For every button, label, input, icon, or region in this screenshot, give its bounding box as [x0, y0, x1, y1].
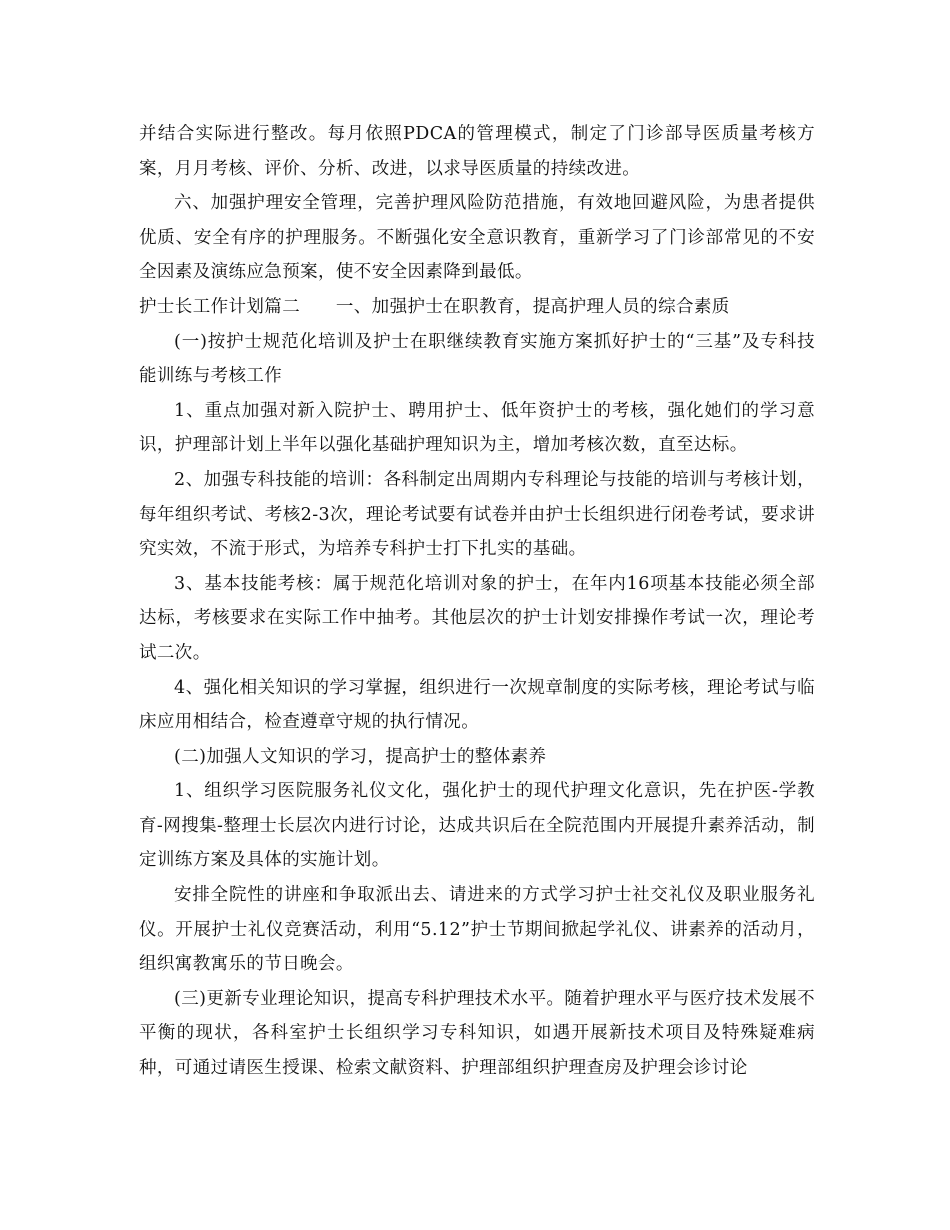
paragraph-item-4-knowledge: 4、强化相关知识的学习掌握，组织进行一次规章制度的实际考核，理论考试与临床应用相结合，检查遵章守规的执行情况。 [139, 677, 815, 733]
document-body [139, 117, 815, 1086]
paragraph-humanities-heading: (二)加强人文知识的学习，提高护士的整体素养 [174, 746, 547, 767]
paragraph-lectures-etiquette: 安排全院性的讲座和争取派出去、请进来的方式学习护士社交礼仪及职业服务礼仪。开展护士礼仪竞赛活动，利用“5.12”护士节期间掀起学礼仪、讲素养的活动月，组织寓教寓乐的节日晚会。 [139, 885, 815, 975]
paragraph-item-1-assessment: 1、重点加强对新入院护士、聘用护士、低年资护士的考核，强化她们的学习意识，护理部计划上半年以强化基础护理知识为主，增加考核次数，直至达标。 [139, 400, 815, 456]
paragraph-safety-management: 六、加强护理安全管理，完善护理风险防范措施，有效地回避风险，为患者提供优质、安全有序的护理服务。不断强化安全意识教育，重新学习了门诊部常见的不安全因素及演练应急预案，使不安全因素降到最低。 [139, 193, 815, 283]
paragraph-etiquette-culture: 1、组织学习医院服务礼仪文化，强化护士的现代护理文化意识，先在护医-学教育-网搜集-整理士长层次内进行讨论，达成共识后在全院范围内开展提升素养活动，制定训练方案及具体的实施计划。 [139, 781, 815, 871]
paragraph-item-3-basic-skills: 3、基本技能考核：属于规范化培训对象的护士，在年内16项基本技能必须全部达标，考核要求在实际工作中抽考。其他层次的护士计划安排操作考试一次，理论考试二次。 [139, 573, 815, 663]
paragraph-item-2-specialty-skills: 2、加强专科技能的培训：各科制定出周期内专科理论与技能的培训与考核计划，每年组织考试、考核2-3次，理论考试要有试卷并由护士长组织进行闭卷考试，要求讲究实效，不流于形式，为培养专科护士打下扎实的基础。 [139, 469, 815, 560]
section-heading-plan-two: 护士长工作计划篇二 一、加强护士在职教育，提高护理人员的综合素质 [139, 296, 730, 317]
paragraph-professional-knowledge: (三)更新专业理论知识，提高专科护理技术水平。随着护理水平与医疗技术发展不平衡的现状，各科室护士长组织学习专科知识，如遇开展新技术项目及特殊疑难病种，可通过请医生授课、检索文献资料、护理部组织护理查房及护理会诊讨论 [139, 988, 815, 1079]
paragraph-pdca-improvement: 并结合实际进行整改。每月依照PDCA的管理模式，制定了门诊部导医质量考核方案，月月考核、评价、分析、改进，以求导医质量的持续改进。 [139, 124, 815, 179]
paragraph-training-program: (一)按护士规范化培训及护士在职继续教育实施方案抓好护士的“三基”及专科技能训练与考核工作 [139, 331, 815, 387]
